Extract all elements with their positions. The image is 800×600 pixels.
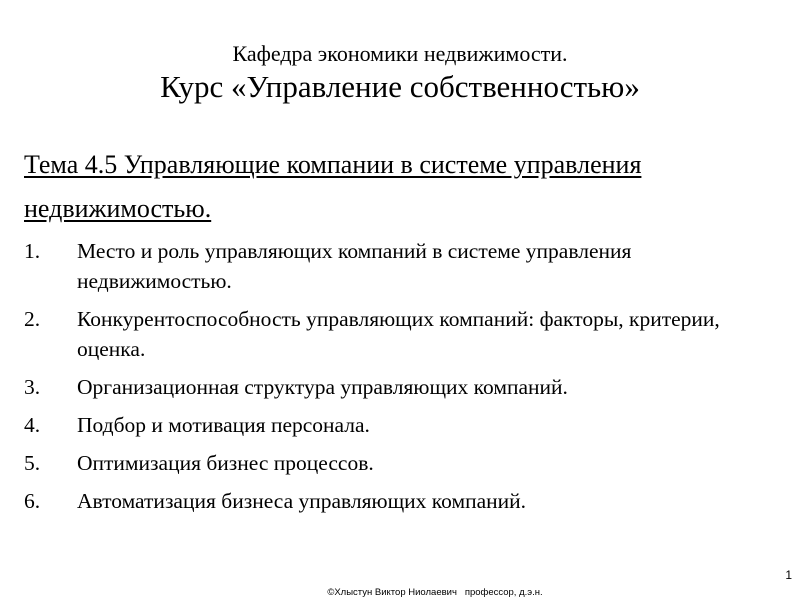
list-item bbox=[24, 236, 784, 296]
course-title: Курс «Управление собственностью» bbox=[160, 69, 640, 104]
list-item-number: 3. bbox=[24, 375, 41, 399]
list-item-text: Подбор и мотивация персонала. bbox=[77, 413, 370, 437]
footer-copyright: ©Хлыстун Виктор Ниолаевич профессор, д.э.н. bbox=[327, 587, 543, 598]
list-item-number: 2. bbox=[24, 307, 41, 331]
list-item-text: Конкурентоспособность управляющих компаний: факторы, критерии, оценка. bbox=[77, 307, 720, 361]
list-item-text: Оптимизация бизнес процессов. bbox=[77, 451, 374, 475]
topics-list bbox=[24, 236, 784, 524]
department-title: Кафедра экономики недвижимости. bbox=[232, 41, 568, 66]
list-item bbox=[24, 372, 784, 402]
list-item bbox=[24, 486, 784, 516]
list-item-number: 6. bbox=[24, 489, 41, 513]
slide-number: 1 bbox=[785, 568, 792, 582]
list-item-text: Автоматизация бизнеса управляющих компаний. bbox=[77, 489, 527, 513]
list-item-number: 1. bbox=[24, 239, 41, 263]
list-item bbox=[24, 410, 784, 440]
list-item-number: 5. bbox=[24, 451, 41, 475]
slide-header bbox=[0, 40, 800, 106]
topic-heading: Тема 4.5 Управляющие компании в системе управления недвижимостью. bbox=[24, 150, 642, 223]
list-item-text: Место и роль управляющих компаний в системе управления недвижимостью. bbox=[77, 239, 632, 293]
list-item bbox=[24, 448, 784, 478]
list-item-number: 4. bbox=[24, 413, 41, 437]
list-item-text: Организационная структура управляющих компаний. bbox=[77, 375, 568, 399]
list-item bbox=[24, 304, 784, 364]
